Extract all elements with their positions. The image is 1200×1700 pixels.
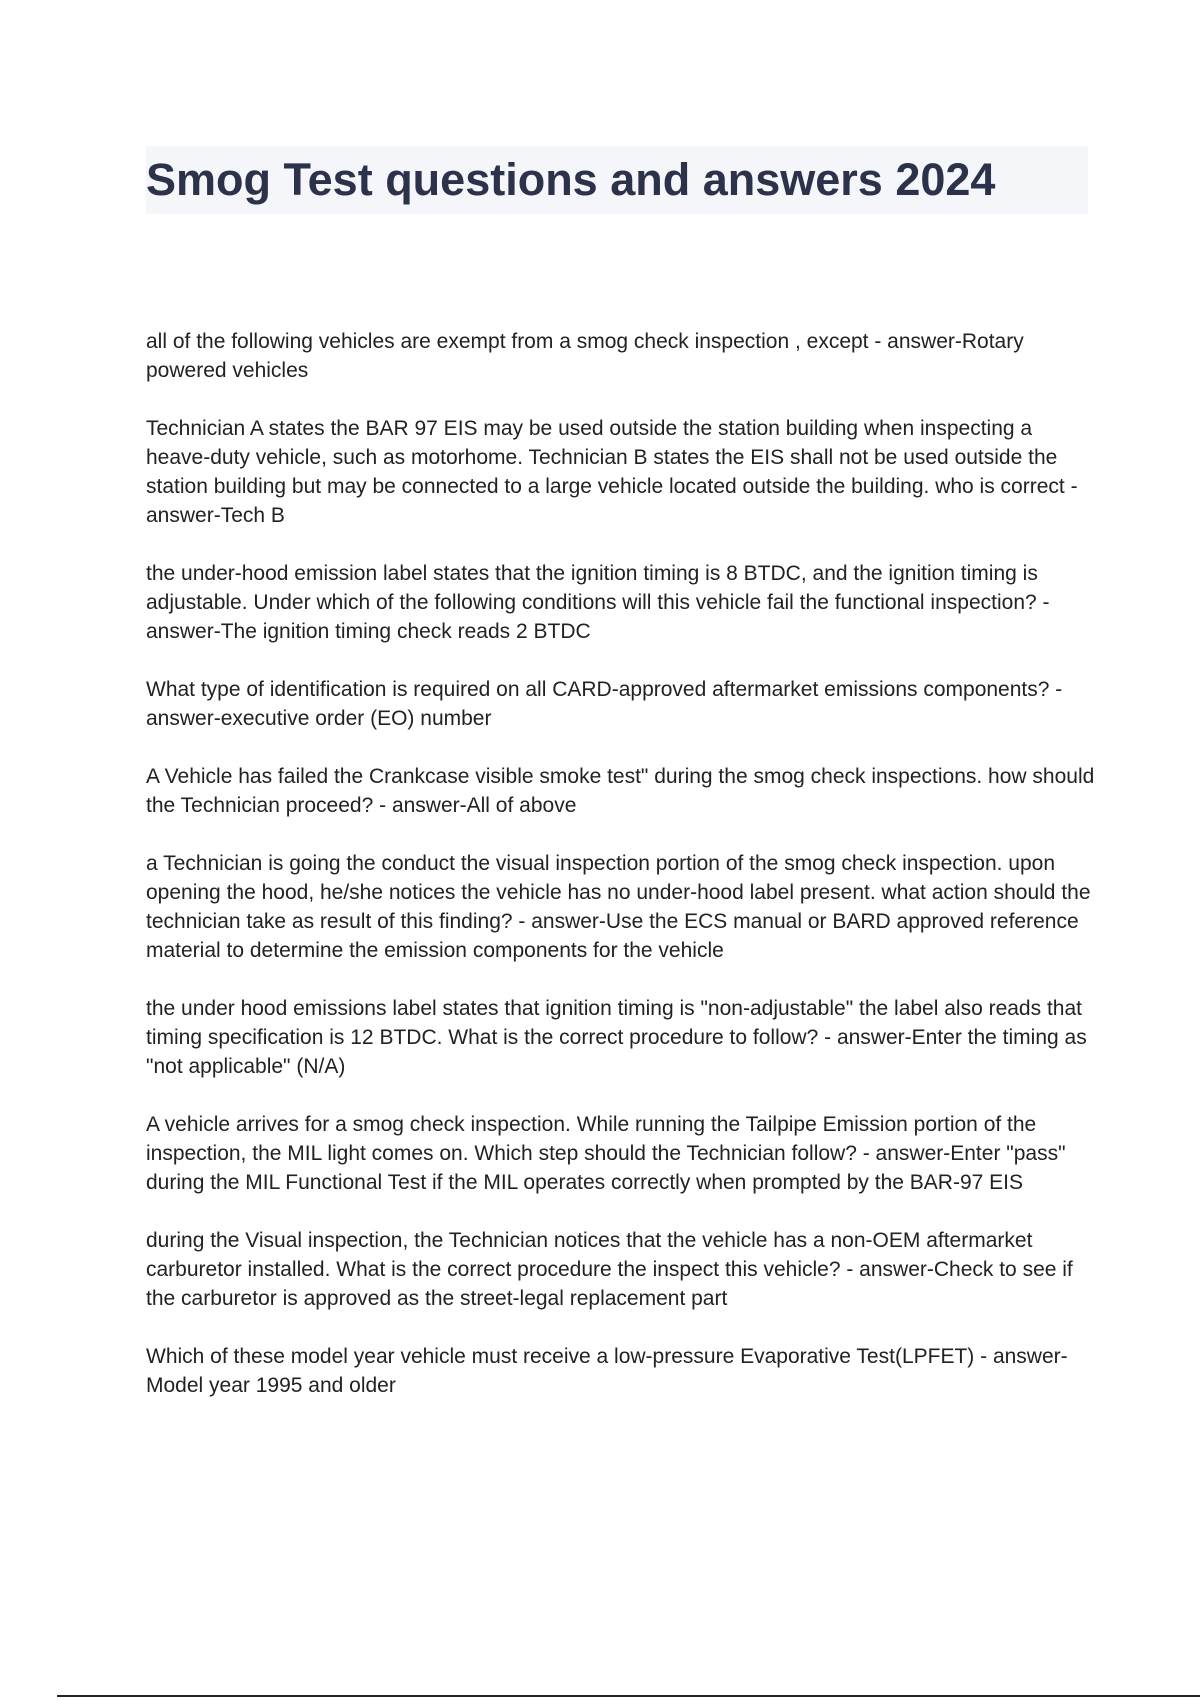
qa-list bbox=[146, 327, 1096, 1429]
footer-divider bbox=[57, 1695, 1200, 1697]
qa-item-10: Which of these model year vehicle must receive a low-pressure Evaporative Test(LPFET) - answer-Model year 1995 and older bbox=[146, 1345, 1068, 1397]
qa-item-9: during the Visual inspection, the Technician notices that the vehicle has a non-OEM aftermarket carburetor installed. What is the correct procedure the inspect this vehicle? - answer-Check to see if the carburetor is approved as the street-legal replacement part bbox=[146, 1229, 1073, 1310]
qa-item-6: a Technician is going the conduct the visual inspection portion of the smog check inspection. upon opening the hood, he/she notices the vehicle has no under-hood label present. what action should the technician take as result of this finding? - answer-Use the ECS manual or BARD approved reference material to determine the emission components for the vehicle bbox=[146, 852, 1091, 962]
qa-item-5: A Vehicle has failed the Crankcase visible smoke test" during the smog check inspections. how should the Technician proceed? - answer-All of above bbox=[146, 765, 1095, 817]
qa-item-4: What type of identification is required on all CARD-approved aftermarket emissions components? - answer-executive order (EO) number bbox=[146, 678, 1063, 730]
qa-item-3: the under-hood emission label states that the ignition timing is 8 BTDC, and the ignition timing is adjustable. Under which of the following conditions will this vehicle fail the functional inspection? - answer-The ignition timing check reads 2 BTDC bbox=[146, 562, 1050, 643]
qa-item-8: A vehicle arrives for a smog check inspection. While running the Tailpipe Emission portion of the inspection, the MIL light comes on. Which step should the Technician follow? - answer-Enter "pass" during the MIL Functional Test if the MIL operates correctly when prompted by the BAR-97 EIS bbox=[146, 1113, 1066, 1194]
qa-item-1: all of the following vehicles are exempt from a smog check inspection , except - answer-Rotary powered vehicles bbox=[146, 330, 1024, 382]
qa-item-2: Technician A states the BAR 97 EIS may be used outside the station building when inspecting a heave-duty vehicle, such as motorhome. Technician B states the EIS shall not be used outside the station building but may be connected to a large vehicle located outside the building. who is correct - answer-Tech B bbox=[146, 417, 1078, 527]
title-banner bbox=[146, 146, 1088, 214]
qa-item-7: the under hood emissions label states that ignition timing is "non-adjustable" the label also reads that timing specification is 12 BTDC. What is the correct procedure to follow? - answer-Enter the timing as "not applicable" (N/A) bbox=[146, 997, 1087, 1078]
document-title: Smog Test questions and answers 2024 bbox=[146, 154, 996, 205]
